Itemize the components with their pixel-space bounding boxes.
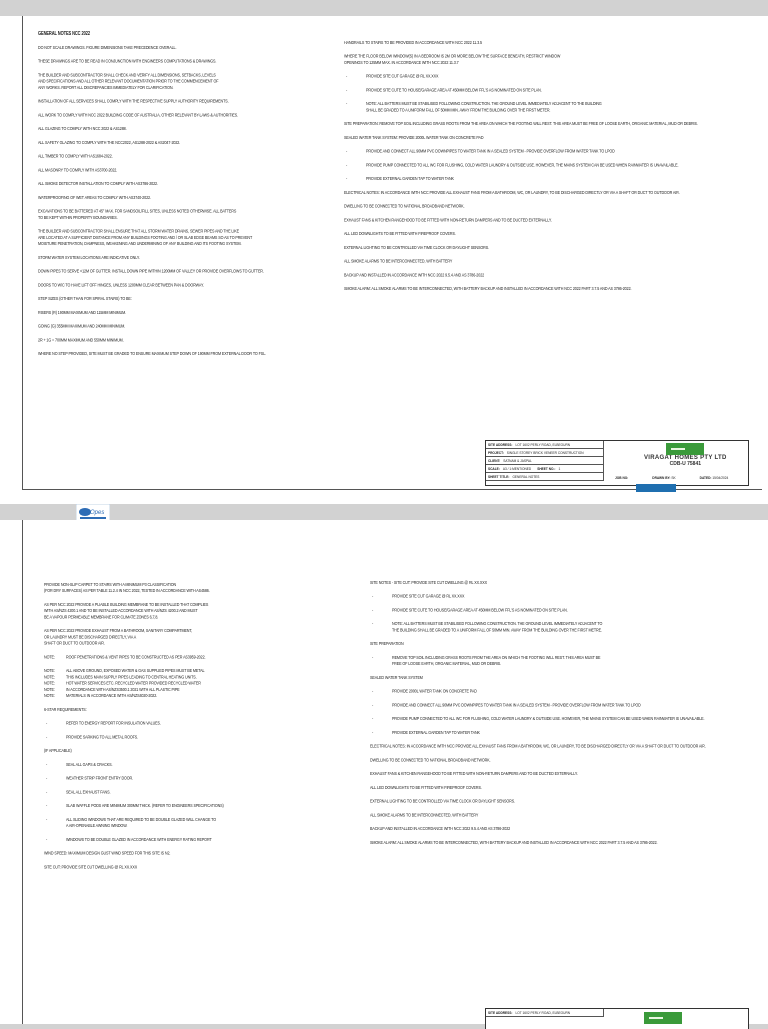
note-paragraph: ALL SMOKE DETECTOR INSTALLATION TO COMPLY WITH AS3786-2022. [38, 181, 158, 187]
note-paragraph: EXTERNAL LIGHTING TO BE CONTROLLED VIA TIME CLOCK OR DAYLIGHT SENSORS. [344, 245, 489, 250]
job-row [615, 476, 728, 480]
note-bullet-item: - PROVIDE SITE CUT GARAGE @ RL XX.XXX [344, 74, 754, 80]
drawn-by-value: SK [671, 476, 676, 480]
note-paragraph: WHERE THE FLOOR BELOW WINDOW(S) IN A BEDROOM IS 2M OR MORE BELOW THE SURFACE BENEATH, RESTRICT WINDOW OPENINGS TO 125MM MAX. IN ACCORDANCE WITH NCC 2022 11.3.7 [344, 53, 561, 65]
note-paragraph: ALL WORK TO COMPLY WITH NCC 2022 BUILDING CODE OF AUSTRALIA, OTHER RELEVANT BY-LAWS & AUTHORITIES. [38, 112, 239, 118]
note-label: NOTE: [44, 654, 55, 660]
labelled-note [44, 655, 344, 661]
note-bullet-item: - PROVIDE 2000L WATER TANK ON CONCRETE PAD [370, 689, 750, 695]
note-bullet-item: - WINDOWS TO BE DOUBLE GLAZED IN ACCORDANCE WITH ENERGY RATING REPORT [44, 837, 344, 843]
note-bullet-item: - ALL SLIDING WINDOWS THAT ARE REQUIRED TO BE DOUBLE GLAZED WILL CHANGE TO A AIR-OPENABLE AWNING WINDOW. [44, 817, 344, 830]
sheet-title-cell: SHEET TITLE: GENERAL NOTES [486, 473, 604, 481]
note-paragraph: EXHAUST FANS & KITCHEN RANGEHOOD TO BE FITTED WITH NON-RETURN DAMPERS AND TO BE DUCTED EXTERNALLY. [370, 771, 578, 777]
note-paragraph: ALL TIMBER TO COMPLY WITH AS1684-2022. [38, 153, 113, 159]
note-paragraph: DO NOT SCALE DRAWINGS. FIGURE DIMENSIONS TAKE PRECEDENCE OVERALL. [38, 45, 177, 50]
note-paragraph: ALL LED DOWNLIGHTS TO BE FITTED WITH FIREPROOF COVERS. [370, 785, 482, 790]
note-paragraph: DOORS TO W/C TO HAVE LIFT OFF HINGES, UNLESS 1200MM CLEAR BETWEEN PAN & DOORWAY. [38, 282, 204, 288]
note-paragraph: ALL SMOKE ALARMS TO BE INTERCONNECTED, WITH BATTERY [370, 812, 479, 818]
drawing-sheet-2 [0, 520, 768, 1024]
note-paragraph: BACKUP AND INSTALLED IN ACCORDANCE WITH NCC 2022 9.5.4 AND AS 3786-2022 [370, 826, 511, 832]
site-address-cell: SITE ADDRESS: LOT 1602 PERLY ROAD, ELBEOURN [486, 441, 604, 449]
note-bullet-item: - REMOVE TOP SOIL INCLUDING GRASS ROOTS FROM THE AREA ON WHICH THE FOOTING WILL REST. THIS AREA MUST BE FREE OF LOOSE EARTH, ORGANIC MATERIAL, MUD OR DEBRIS. [370, 655, 750, 668]
company-area [604, 441, 748, 481]
note-paragraph: THESE DRAWINGS ARE TO BE READ IN CONJUNCTION WITH ENGINEERS COMPUTATIONS & DRAWINGS. [38, 58, 217, 64]
note-bullet-item: - PROVIDE AND CONNECT ALL 90MM PVC DOWNPIPES TO WATER TANK IN A SEALED SYSTEM - PROVIDE OVERFLOW FROM WATER TANK TO LPOD [370, 703, 750, 709]
note-bullet-item: - PROVIDE AND CONNECT ALL 90MM PVC DOWNPIPES TO WATER TANK IN A SEALED SYSTEM - PROVIDE OVERFLOW FROM WATER TANK TO LPOD [344, 149, 754, 155]
note-paragraph: EXHAUST FANS & KITCHEN RANGEHOOD TO BE FITTED WITH NON-RETURN DAMPERS AND TO BE DUCTED EXTERNALLY. [344, 217, 552, 223]
note-paragraph: SITE CUT: PROVIDE SITE CUT DWELLING @ RL XX.XXX [44, 864, 138, 870]
note-paragraph: EXCAVATIONS TO BE BATTERED AT 45° MAX. FOR SANDSOIL/FILL SITES, UNLESS NOTED OTHERWISE. ALL BATTERS TO BE KEPT WITHIN PROPERTY BOUNDARIES. [38, 208, 237, 220]
note-paragraph: (IF APPLICABLE) [44, 748, 72, 754]
note-label: NOTE: NOTE: NOTE: NOTE: NOTE: [44, 668, 55, 699]
company-area [604, 1009, 748, 1017]
note-paragraph: STORM WATER SYSTEM LOCATIONS ARE INDICATIVE ONLY. [38, 255, 140, 260]
note-paragraph: WIND SPEED: MAXIMUM DESIGN GUST WIND SPEED FOR THIS SITE IS N2. [44, 850, 171, 856]
note-bullet-item: - PROVIDE SITE CUTE TO HOUSE/GARAGE AREA AT 450MM BELOW FFL'S AS NOMINATED ON SITE PLAN. [344, 88, 754, 94]
note-paragraph: ELECTRICAL NOTES: IN ACCORDANCE WITH NCC PROVIDE ALL EXHAUST FANS FROM A BATHROOM, WC, OR LAUNDRY, TO BE DISCHARGED DIRECTLY OR VIA A SHAFT OR DUCT TO OUTDOOR AIR. [344, 190, 680, 195]
note-paragraph: PROVIDE NON-SLIP CARPET TO STAIRS WITH A MINIMUM P3 CLASSIFICATION (FOR DRY SURFACES) AS PER TABLE 11.2.4 IN NCC 2022, TESTED IN ACCORDANCE WITH AS4586. [44, 582, 210, 594]
note-bullet-item: - SEAL ALL GAPS & CRACKS. [44, 762, 344, 768]
note-paragraph: SITE PREPARATION: REMOVE TOP SOIL INCLUDING GRASS ROOTS FROM THE AREA ON WHICH THE FOOTING WILL REST. THIS AREA MUST BE FREE OF LOOSE EARTH, ORGANIC MATERIAL, MUD OR DEBRIS. [344, 121, 698, 127]
note-paragraph: AS PER NCC 2022 PROVIDE A PLIABLE BUILDING MEMBRANE TO BE INSTALLED THAT COMPLIES WITH AS/NZS 4200.1 AND TO BE INSTALLED ACCORDANCE WITH AS/NZS 4200.2 AND MUST BE A VAPOUR PERMEABLE MEMBRANE FOR CLIMATE ZONES 6,7,8. [44, 602, 209, 620]
note-paragraph: DWELLING TO BE CONNECTED TO NATIONAL BROADBAND NETWORK. [370, 757, 491, 763]
job-no-label: JOB NO: [615, 476, 629, 480]
note-paragraph: RISERS (R) 190MM MAXIMUM AND 115MM MINIMUM. [38, 310, 127, 315]
note-bullet-item: - PROVIDE EXTERNAL GARDEN TAP TO WATER TANK [344, 176, 754, 182]
note-paragraph: BACKUP AND INSTALLED IN ACCORDANCE WITH NCC 2022 9.5.4 AND AS 3786-2022 [344, 272, 485, 278]
note-paragraph: DOWN PIPES TO SERVE <12M OF GUTTER. INSTALL DOWN PIPE WITHIN 1200MM OF VALLEY OR PROVIDE OVERFLOWS TO GUTTER. [38, 268, 264, 274]
labelled-note [44, 668, 344, 699]
note-bullet-item: - NOTE: ALL BATTERS MUST BE STABILISED FOLLOWING CONSTRUCTION. THE GROUND LEVEL IMMEDIATELY ADJACENT TO THE BUILDING SHALL BE GRADED TO A UNIFORM FALL OF 50MM MIN. AWAY FROM THE BUILDING OVER THE FIRST METER. [344, 101, 754, 114]
note-paragraph: 6-STAR REQUIREMENTS: [44, 707, 87, 712]
note-bullet-item: - PROVIDE SITE CUTE TO HOUSE/GARAGE AREA AT 450MM BELOW FFL'S AS NOMINATED ON SITE PLAN. [370, 608, 750, 614]
note-paragraph: WATERPROOFING OF WET AREAS TO COMPLY WITH AS3740-2022. [38, 195, 151, 200]
note-bullet-item: - REFER TO ENERGY REPORT FOR INSULATION VALUES. [44, 721, 344, 727]
note-bullet-item: - WEATHER STRIP FRONT ENTRY DOOR. [44, 776, 344, 782]
note-paragraph: WHERE NO STEP PROVIDED, SITE MUST BE GRADED TO ENSURE MAXIMUM STEP DOWN OF 190MM FROM EXTERNAL DOOR TO FSL. [38, 351, 266, 357]
note-text: ALL ABOVE GROUND, EXPOSED WATER & GAS SUPPLIED PIPES MUST BE METAL THIS INCLUDES MAIN SUPPLY PIPES LEADING TO CENTRAL HEATING UNITS. HOT WATER SERVICES ETC. RECYCLED WATER PROVIDED RECYCLED WATER IN ACCORDANCE WITH AS/NZS3500.1 2021 WITH ALL PLASTIC PIPE MATERIALS IN ACCORDANCE WITH AS/NZS4020-2022. [66, 668, 205, 699]
note-paragraph: STEP SIZES (OTHER THAN FOR SPIRAL STAIRS) TO BE: [38, 296, 132, 302]
site-address-cell: SITE ADDRESS: LOT 1602 PERLY ROAD, ELBEOURN [486, 1009, 604, 1017]
note-paragraph: ALL SAFETY GLAZING TO COMPLY WITH THE NCC2022, AS1288-2022 & AS2047-2022. [38, 140, 181, 145]
note-bullet-item: - PROVIDE SITE CUT GARAGE @ RL XX.XXX [370, 594, 750, 600]
note-paragraph: SEALED WATER TANK SYSTEM [370, 675, 423, 680]
title-block-fields [486, 441, 604, 481]
site-notes-right-column [370, 580, 750, 854]
note-bullet-item: - SLAB WAFFLE PODS ARE MINIMUM 300MM THICK. (REFER TO ENGINEERS SPECIFICATIONS) [44, 803, 344, 809]
note-bullet-item: - PROVIDE PUMP CONNECTED TO ALL WC FOR FLUSHING, COLD WATER LAUNDRY & OUTSIDE USE. HOWEVER, THE MAINS SYSTEM CAN BE USED WHEN RAINWATER IS UNAVAILABLE. [344, 163, 754, 169]
note-paragraph: SITE PREPARATION [370, 641, 404, 647]
note-paragraph: AS PER NCC 2022 PROVIDE EXHAUST FROM A BATHROOM, SANITARY COMPARTMENT, OR LAUNDRY MUST BE DISCHARGED DIRECTLY, VIA A SHAFT OR DUCT TO OUTDOOR AIR. [44, 628, 193, 646]
building-notes-left-column [44, 582, 344, 878]
company-cdb-number: CDB-U 75841 [669, 461, 702, 467]
note-bullet-item: - PROVIDE SARKING TO ALL METAL ROOFS. [44, 735, 344, 741]
note-paragraph: GOING (G) 355MM MAXIMUM AND 240MM MINIMUM. [38, 323, 126, 329]
note-paragraph: THE BUILDER AND SUBCONTRACTOR SHALL ENSURE THAT ALL STORM WATER DRAINS, SEWER PIPES AND THE LIKE ARE LOCATED AT A SUFFICIENT DISTANCE FROM ANY BUILDINGS FOOTING AND / OR SLAB EDGE BEAMS SO AS TO PREVENT MOISTURE PENETRATION, DAMPNESS, WEAKENING AND UNDERMINING OF ANY BUILDING AND ITS FOOTING SYSTEM. [38, 228, 253, 247]
opes-logo-text: Opes [90, 510, 105, 516]
note-paragraph: DWELLING TO BE CONNECTED TO NATIONAL BROADBAND NETWORK. [344, 203, 465, 209]
company-logo [644, 443, 727, 467]
note-paragraph: ALL MASONRY TO COMPLY WITH AS3700-2022. [38, 167, 118, 173]
drawing-sheet-1 [0, 16, 768, 516]
drawn-by-label: DRAWN BY: [652, 476, 671, 480]
note-bullet-item: - SEAL ALL EXHAUST FANS. [44, 790, 344, 796]
general-notes-right-column [344, 40, 754, 300]
note-paragraph: 2R + 1G = 700MM MAXIMUM AND 550MM MINIMUM. [38, 337, 124, 343]
note-paragraph: EXTERNAL LIGHTING TO BE CONTROLLED VIA TIME CLOCK OR DAYLIGHT SENSORS. [370, 798, 515, 804]
title-block [485, 1008, 749, 1029]
note-paragraph: ALL GLAZING TO COMPLY WITH NCC 2022 & AS1288. [38, 126, 127, 132]
company-name: VIRAGAT HOMES PTY LTD [644, 455, 727, 461]
note-paragraph: SMOKE ALARM: ALL SMOKE ALARMS TO BE INTERCONNECTED, WITH BATTERY BACKUP AND INSTALLED IN ACCORDANCE WITH NCC 2022 PART 3.7.5 AND AS 3786-2022. [370, 840, 658, 845]
note-paragraph: HANDRAILS TO STAIRS TO BE PROVIDED IN ACCORDANCE WITH NCC 2022 11.3.5 [344, 40, 482, 45]
dated-label: DATED: [699, 476, 712, 480]
client-cell: CLIENT: SATNAM & JASPAL [486, 457, 604, 465]
note-paragraph: SMOKE ALARM: ALL SMOKE ALARMS TO BE INTERCONNECTED, WITH BATTERY BACKUP AND INSTALLED IN ACCORDANCE WITH NCC 2022 PART 3.7.5 AND AS 3786-2022. [344, 286, 632, 292]
note-paragraph: ELECTRICAL NOTES: IN ACCORDANCE WITH NCC PROVIDE ALL EXHAUST FANS FROM A BATHROOM, WC, OR LAUNDRY, TO BE DISCHARGED DIRECTLY OR VIA A SHAFT OR DUCT TO OUTDOOR AIR. [370, 743, 706, 749]
note-paragraph: INSTALLATION OF ALL SERVICES SHALL COMPLY WITH THE RESPECTIVE SUPPLY AUTHORITY REQUIREMENTS. [38, 98, 229, 104]
note-bullet-item: - PROVIDE EXTERNAL GARDEN TAP TO WATER TANK [370, 730, 750, 736]
note-paragraph: ALL LED DOWNLIGHTS TO BE FITTED WITH FIREPROOF COVERS. [344, 231, 456, 237]
note-bullet-item: - PROVIDE PUMP CONNECTED TO ALL WC FOR FLUSHING, COLD WATER LAUNDRY & OUTSIDE USE. HOWEVER, THE MAINS SYSTEM CAN BE USED WHEN RAINWATER IS UNAVAILABLE. [370, 716, 750, 722]
scale-cell: SCALE: A3 / 1:MENTIONED SHEET NO.: 1 [486, 465, 604, 473]
note-paragraph: ALL SMOKE ALARMS TO BE INTERCONNECTED, WITH BATTERY [344, 258, 453, 264]
company-logo-icon [666, 443, 704, 455]
note-paragraph: SITE NOTES - SITE CUT: PROVIDE SITE CUT DWELLING @ RL XX.XXX [370, 580, 487, 585]
note-text: ROOF PENETRATIONS & VENT PIPES TO BE CONSTRUCTED AS PER AS3959-2022. [66, 654, 206, 660]
badge-logo-icon [636, 484, 676, 492]
notes-heading: GENERAL NOTES NCC 2022 [38, 30, 90, 37]
company-logo-icon [644, 1012, 682, 1024]
note-paragraph: THE BUILDER AND SUBCONTRACTOR SHALL CHECK AND VERIFY ALL DIMENSIONS, SETBACKS, LEVELS AND SPECIFICATIONS AND ALL OTHER RELEVANT DOCUMENTATION PRIOR TO THE COMMENCEMENT OF ANY WORKS. REPORT ALL DISCREPANCIES IMMEDIATELY FOR CLARIFICATION. [38, 72, 219, 90]
dated-value: 15/04/2024 [712, 476, 729, 480]
project-cell: PROJECT: SINGLE STOREY BRICK VENEER CONSTRUCTION [486, 449, 604, 457]
note-paragraph: SEALED WATER TANK SYSTEM: PROVIDE 2000L WATER TANK ON CONCRETE PAD [344, 135, 484, 140]
general-notes-left-column [38, 30, 316, 365]
note-bullet-item: - NOTE: ALL BATTERS MUST BE STABILISED FOLLOWING CONSTRUCTION. THE GROUND LEVEL IMMEDIATELY ADJACENT TO THE BUILDING SHALL BE GRADED TO A UNIFORM FALL OF 50MM MIN. AWAY FROM THE BUILDING OVER THE FIRST METRE. [370, 621, 750, 634]
